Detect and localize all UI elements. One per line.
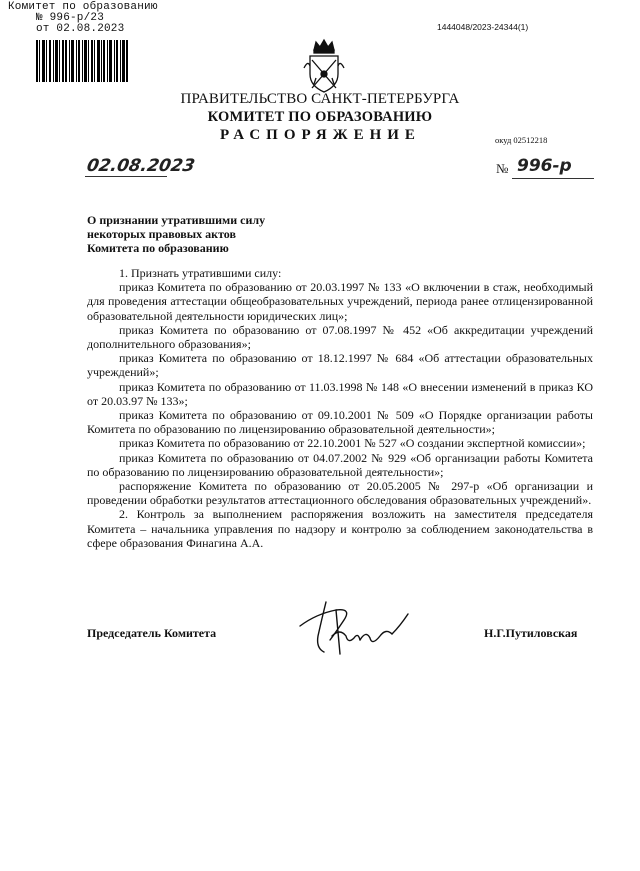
subject-line: О признании утратившими силу	[87, 213, 266, 227]
body-paragraph: приказ Комитета по образованию от 09.10.2001 № 509 «О Порядке организации работы Комитета по образованию по лицензированию образовательной деятельности»;	[87, 408, 593, 437]
body-paragraph: приказ Комитета по образованию от 07.08.1997 № 452 «Об аккредитации учреждений дополнительного образования»;	[87, 322, 593, 352]
number-underline	[512, 178, 594, 179]
signer-name: Н.Г.Путиловская	[484, 626, 578, 640]
order-date: 02.08.2023	[85, 156, 197, 176]
date-underline	[85, 176, 167, 177]
document-type: РАСПОРЯЖЕНИЕ	[220, 127, 421, 143]
body-paragraph: приказ Комитета по образованию от 18.12.1997 № 684 «Об аттестации образовательных учреждений»;	[87, 351, 593, 380]
document-id: 1444048/2023-24344(1)	[437, 22, 529, 32]
body-paragraph: приказ Комитета по образованию от 11.03.1998 № 148 «О внесении изменений в приказ КО от 20.03.97 № 133»;	[87, 379, 593, 408]
signer-title: Председатель Комитета	[87, 626, 217, 640]
registration-stamp	[8, 1, 158, 35]
stamp-org: Комитет по образованию	[8, 1, 158, 13]
body-paragraph: приказ Комитета по образованию от 22.10.2001 № 527 «О создании экспертной комиссии»;	[119, 436, 586, 451]
order-number-label: №	[496, 161, 509, 176]
handwritten-signature-icon	[296, 596, 412, 658]
government-title: ПРАВИТЕЛЬСТВО САНКТ-ПЕТЕРБУРГА	[180, 91, 460, 107]
stamp-reg-date: от 02.08.2023	[36, 23, 125, 35]
subject-line: некоторых правовых актов	[87, 227, 236, 241]
document-subject	[87, 213, 327, 255]
coat-of-arms-icon	[302, 38, 346, 96]
document-body	[87, 266, 593, 550]
order-number: 996-р	[517, 156, 572, 176]
barcode-icon	[36, 40, 128, 82]
body-paragraph: приказ Комитета по образованию от 04.07.2002 № 929 «Об организации работы Комитета по образованию по лицензированию образовательной деятельности»;	[87, 450, 593, 479]
body-paragraph: 1. Признать утратившими силу:	[119, 266, 282, 280]
stamp-reg-number: № 996-р/23	[36, 12, 105, 24]
body-paragraph: 2. Контроль за выполнением распоряжения возложить на заместителя председателя Комитета – начальника управления по надзору и контролю за соблюдением законодательства в сфере образования Финагина А.А.	[87, 507, 593, 550]
okud-code: окуд 02512218	[495, 135, 548, 145]
body-paragraph: приказ Комитета по образованию от 20.03.1997 № 133 «О включении в стаж, необходимый для проведения аттестации общеобразовательных учреждений, периода ранее отлицензированной образовательной деятельности юридических лиц»;	[87, 280, 593, 323]
committee-title: КОМИТЕТ ПО ОБРАЗОВАНИЮ	[207, 109, 433, 125]
subject-line: Комитета по образованию	[87, 241, 229, 255]
body-paragraph: распоряжение Комитета по образованию от 20.05.2005 № 297-р «Об организации и проведении обработки результатов аттестационного обследования образовательных учреждений».	[87, 479, 593, 508]
